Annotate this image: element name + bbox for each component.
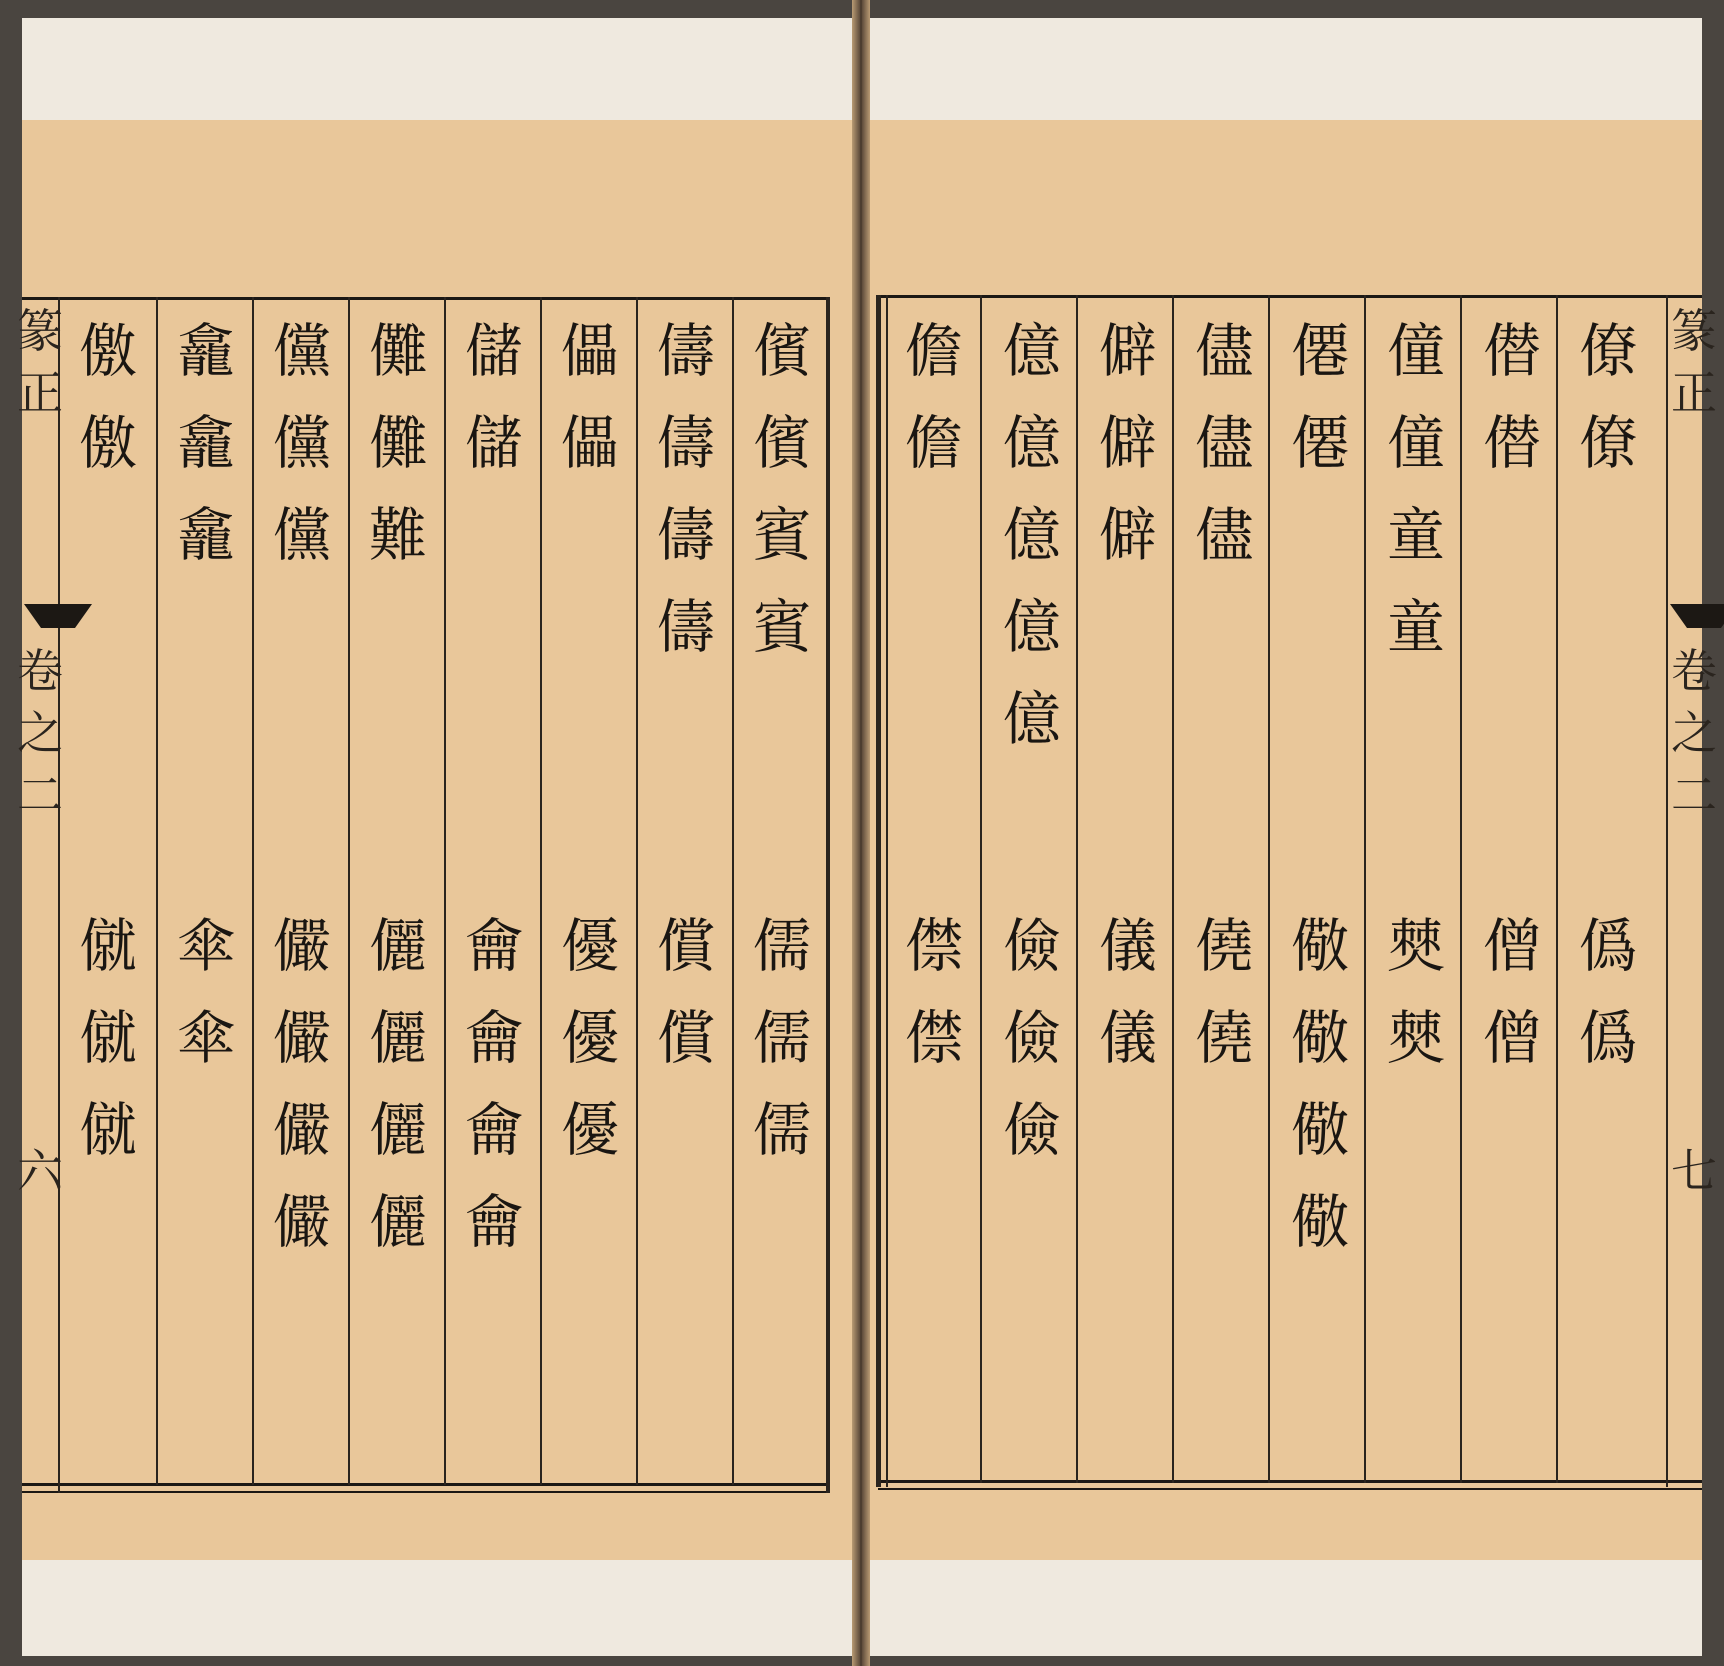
left-bottom-rule xyxy=(22,1483,828,1486)
spine-char: 卷 xyxy=(1671,644,1717,698)
text-column-lower xyxy=(642,900,730,1084)
right-frame-inner xyxy=(886,295,888,1487)
seal-glyph: 儋 xyxy=(904,317,963,385)
right-col-rule xyxy=(1556,295,1558,1483)
spine-char: 二 xyxy=(1671,768,1717,822)
left-bottom-rule-2 xyxy=(22,1491,828,1493)
spine-char: 之 xyxy=(17,706,63,760)
folio-char: 六 xyxy=(17,1144,63,1198)
seal-glyph: 僮 xyxy=(1386,409,1445,477)
seal-glyph: 龕 xyxy=(176,317,235,385)
text-column-lower xyxy=(1084,900,1172,1084)
text-column-lower xyxy=(1468,900,1556,1084)
seal-glyph: 儒 xyxy=(752,1004,811,1072)
seal-glyph: 僦 xyxy=(78,1096,137,1164)
left-col-rule xyxy=(732,297,734,1485)
seal-glyph: 優 xyxy=(560,1096,619,1164)
text-column-upper xyxy=(1084,305,1172,581)
right-top-rule xyxy=(878,295,1702,298)
left-col-rule xyxy=(252,297,254,1485)
seal-glyph: 儌 xyxy=(78,409,137,477)
seal-glyph: 僦 xyxy=(78,912,137,980)
seal-glyph: 儲 xyxy=(464,317,523,385)
right-folio-number xyxy=(1664,1140,1724,1202)
seal-glyph: 僞 xyxy=(1578,912,1637,980)
text-column-lower xyxy=(1276,900,1364,1268)
seal-glyph: 僸 xyxy=(904,912,963,980)
left-col-rule xyxy=(636,297,638,1485)
seal-glyph: 龠 xyxy=(464,1188,523,1256)
seal-glyph: 僻 xyxy=(1098,501,1157,569)
spine-char: 卷 xyxy=(17,644,63,698)
text-column-lower xyxy=(1180,900,1268,1084)
right-col-rule xyxy=(1460,295,1462,1483)
left-col-rule xyxy=(156,297,158,1485)
text-column-upper xyxy=(890,305,978,489)
seal-glyph: 儌 xyxy=(78,317,137,385)
seal-glyph: 傘 xyxy=(176,912,235,980)
seal-glyph: 僊 xyxy=(1290,317,1349,385)
seal-glyph: 儷 xyxy=(368,1188,427,1256)
seal-glyph: 儀 xyxy=(1098,912,1157,980)
text-column-lower xyxy=(354,900,442,1268)
seal-glyph: 優 xyxy=(560,912,619,980)
seal-glyph: 龠 xyxy=(464,912,523,980)
seal-glyph: 僰 xyxy=(1386,1004,1445,1072)
text-column-upper xyxy=(738,305,826,673)
text-column-upper xyxy=(258,305,346,581)
seal-glyph: 儡 xyxy=(560,409,619,477)
seal-glyph: 儻 xyxy=(272,409,331,477)
right-col-rule xyxy=(1172,295,1174,1483)
text-column-upper xyxy=(1180,305,1268,581)
seal-glyph: 億 xyxy=(1002,685,1061,753)
left-col-rule xyxy=(348,297,350,1485)
seal-glyph: 儔 xyxy=(656,317,715,385)
spine-char: 正 xyxy=(1671,366,1717,420)
seal-glyph: 儆 xyxy=(1290,1188,1349,1256)
seal-glyph: 童 xyxy=(1386,501,1445,569)
seal-glyph: 儆 xyxy=(1290,912,1349,980)
seal-glyph: 儔 xyxy=(656,409,715,477)
seal-glyph: 僰 xyxy=(1386,912,1445,980)
text-column-lower xyxy=(162,900,250,1084)
seal-glyph: 億 xyxy=(1002,409,1061,477)
right-bottom-rule-2 xyxy=(878,1488,1702,1490)
seal-glyph: 償 xyxy=(656,912,715,980)
seal-glyph: 儀 xyxy=(1098,1004,1157,1072)
seal-glyph: 儒 xyxy=(752,1096,811,1164)
text-column-upper xyxy=(988,305,1076,765)
right-bottom-rule xyxy=(878,1480,1702,1483)
seal-glyph: 償 xyxy=(656,1004,715,1072)
spine-char: 二 xyxy=(17,768,63,822)
left-fish-tail-mark xyxy=(24,604,92,628)
seal-glyph: 儺 xyxy=(368,409,427,477)
text-column-lower xyxy=(988,900,1076,1176)
seal-glyph: 儺 xyxy=(368,317,427,385)
spine-char: 正 xyxy=(17,366,63,420)
seal-glyph: 億 xyxy=(1002,501,1061,569)
seal-glyph: 僻 xyxy=(1098,317,1157,385)
seal-glyph: 僚 xyxy=(1578,409,1637,477)
seal-glyph: 儘 xyxy=(1194,409,1253,477)
right-fish-tail-mark xyxy=(1670,604,1724,628)
right-col-rule xyxy=(1364,295,1366,1483)
seal-glyph: 儐 xyxy=(752,317,811,385)
text-column-lower xyxy=(890,900,978,1084)
text-column-upper xyxy=(450,305,538,489)
seal-glyph: 賓 xyxy=(752,501,811,569)
folio-char: 七 xyxy=(1671,1144,1717,1198)
seal-glyph: 僣 xyxy=(1482,317,1541,385)
seal-glyph: 儡 xyxy=(560,317,619,385)
text-column-upper xyxy=(546,305,634,489)
seal-glyph: 龠 xyxy=(464,1096,523,1164)
seal-glyph: 龕 xyxy=(176,501,235,569)
left-col-rule xyxy=(540,297,542,1485)
seal-glyph: 儉 xyxy=(1002,1096,1061,1164)
seal-glyph: 儐 xyxy=(752,409,811,477)
left-top-rule xyxy=(22,297,828,300)
seal-glyph: 僦 xyxy=(78,1004,137,1072)
text-column-upper xyxy=(64,305,152,489)
seal-glyph: 儷 xyxy=(368,912,427,980)
seal-glyph: 賓 xyxy=(752,593,811,661)
right-col-rule xyxy=(980,295,982,1483)
seal-glyph: 龕 xyxy=(176,409,235,477)
text-column-lower xyxy=(450,900,538,1268)
seal-glyph: 儼 xyxy=(272,912,331,980)
seal-glyph: 儉 xyxy=(1002,912,1061,980)
seal-glyph: 僧 xyxy=(1482,912,1541,980)
seal-glyph: 僊 xyxy=(1290,409,1349,477)
left-folio-number xyxy=(10,1140,70,1202)
text-column-upper xyxy=(1372,305,1460,673)
seal-glyph: 僚 xyxy=(1578,317,1637,385)
right-spine-rule xyxy=(1666,295,1668,1487)
seal-glyph: 儔 xyxy=(656,593,715,661)
seal-glyph: 僸 xyxy=(904,1004,963,1072)
text-column-lower xyxy=(1564,900,1652,1084)
seal-glyph: 僞 xyxy=(1578,1004,1637,1072)
text-column-upper xyxy=(642,305,730,673)
left-col-rule xyxy=(444,297,446,1485)
seal-glyph: 儆 xyxy=(1290,1004,1349,1072)
seal-glyph: 儻 xyxy=(272,501,331,569)
text-column-lower xyxy=(546,900,634,1176)
seal-glyph: 儒 xyxy=(752,912,811,980)
seal-glyph: 儆 xyxy=(1290,1096,1349,1164)
seal-glyph: 儼 xyxy=(272,1188,331,1256)
seal-glyph: 儋 xyxy=(904,409,963,477)
text-column-lower xyxy=(738,900,826,1176)
seal-glyph: 僻 xyxy=(1098,409,1157,477)
text-column-lower xyxy=(64,900,152,1176)
right-spine-volume xyxy=(1664,640,1724,826)
seal-glyph: 童 xyxy=(1386,593,1445,661)
text-column-upper xyxy=(354,305,442,581)
left-spine-rule xyxy=(58,297,60,1493)
right-spine-title xyxy=(1664,300,1724,424)
seal-glyph: 傘 xyxy=(176,1004,235,1072)
spine-char: 篆 xyxy=(1671,304,1717,358)
seal-glyph: 僧 xyxy=(1482,1004,1541,1072)
text-column-upper xyxy=(1276,305,1364,489)
seal-glyph: 難 xyxy=(368,501,427,569)
spine-char: 篆 xyxy=(17,304,63,358)
seal-glyph: 優 xyxy=(560,1004,619,1072)
spine-char: 之 xyxy=(1671,706,1717,760)
seal-glyph: 儘 xyxy=(1194,501,1253,569)
book-gutter xyxy=(852,0,870,1666)
right-frame-outer xyxy=(876,295,881,1487)
left-frame-outer xyxy=(826,297,830,1493)
seal-glyph: 儷 xyxy=(368,1004,427,1072)
seal-glyph: 儉 xyxy=(1002,1004,1061,1072)
left-spine-volume xyxy=(10,640,70,826)
right-col-rule xyxy=(1268,295,1270,1483)
seal-glyph: 僥 xyxy=(1194,1004,1253,1072)
seal-glyph: 僣 xyxy=(1482,409,1541,477)
text-column-upper xyxy=(1564,305,1652,489)
seal-glyph: 儻 xyxy=(272,317,331,385)
seal-glyph: 儼 xyxy=(272,1096,331,1164)
seal-glyph: 僮 xyxy=(1386,317,1445,385)
seal-glyph: 儘 xyxy=(1194,317,1253,385)
seal-glyph: 龠 xyxy=(464,1004,523,1072)
seal-glyph: 儷 xyxy=(368,1096,427,1164)
seal-glyph: 儔 xyxy=(656,501,715,569)
right-col-rule xyxy=(1076,295,1078,1483)
seal-glyph: 儲 xyxy=(464,409,523,477)
text-column-upper xyxy=(162,305,250,581)
text-column-upper xyxy=(1468,305,1556,489)
seal-glyph: 儼 xyxy=(272,1004,331,1072)
seal-glyph: 億 xyxy=(1002,593,1061,661)
text-column-lower xyxy=(1372,900,1460,1084)
seal-glyph: 僥 xyxy=(1194,912,1253,980)
text-column-lower xyxy=(258,900,346,1268)
seal-glyph: 億 xyxy=(1002,317,1061,385)
left-spine-title xyxy=(10,300,70,424)
